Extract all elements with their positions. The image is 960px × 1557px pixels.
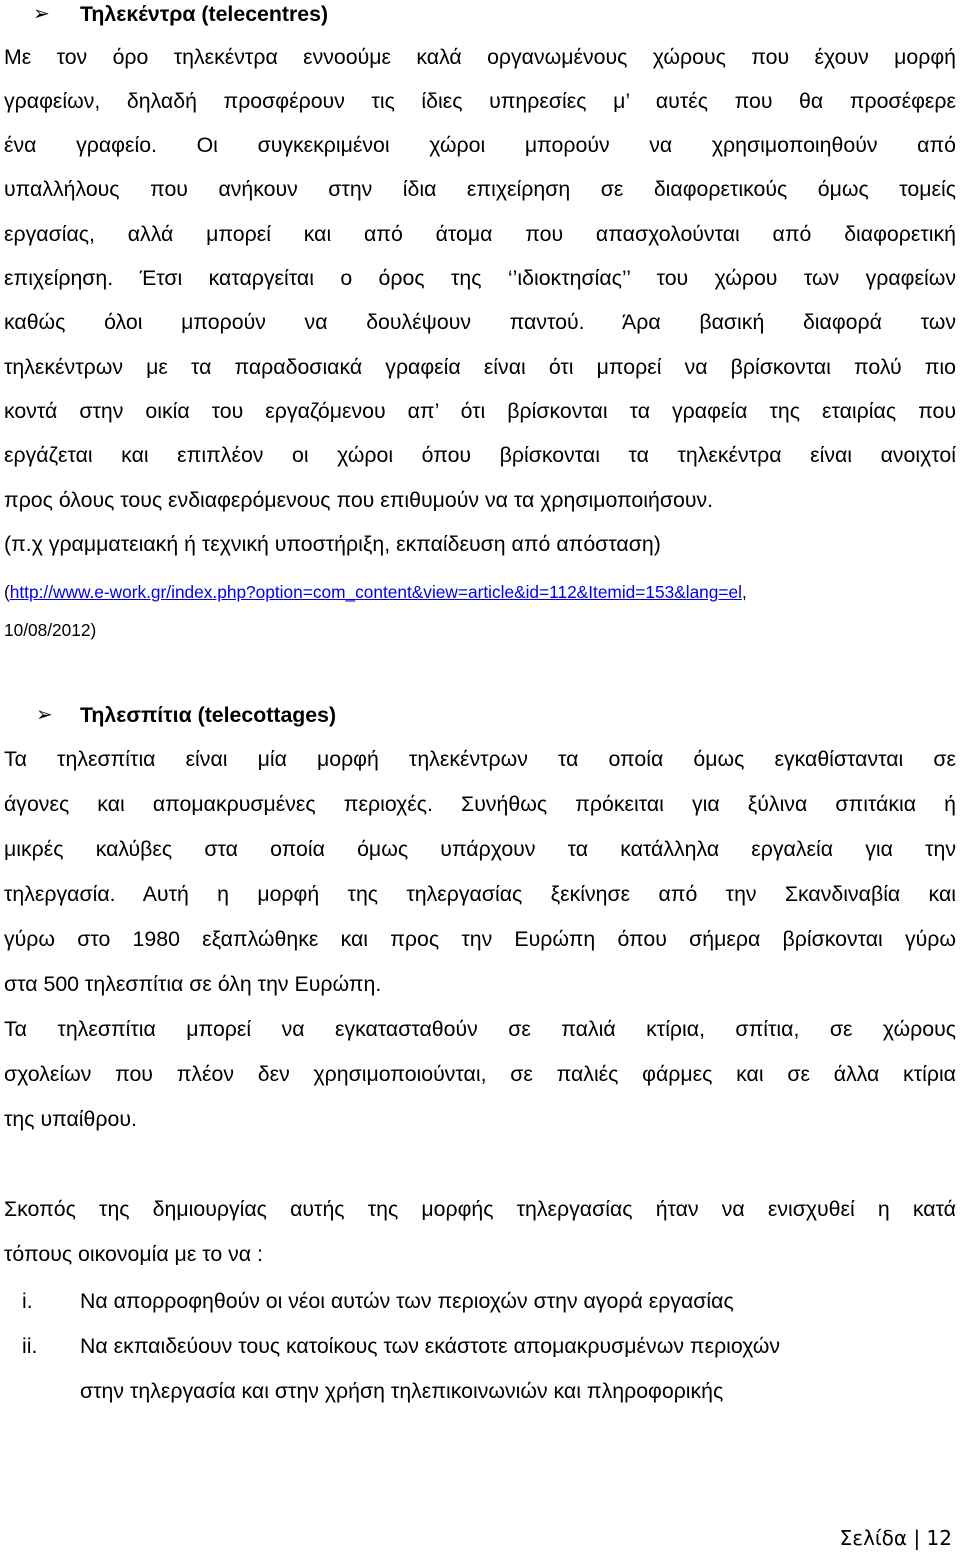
list-item-continuation: στην τηλεργασία και στην χρήση τηλεπικοινωνιών και πληροφορικής [80,1379,724,1403]
paragraph-line: της υπαίθρου. [4,1107,137,1131]
paragraph-line: Με τον όρο τηλεκέντρα εννοούμε καλά οργανωμένους χώρους που έχουν μορφή [4,45,956,69]
paragraph-line: υπαλλήλους που ανήκουν στην ίδια επιχείρηση σε διαφορετικούς όμως τομείς [4,177,956,201]
paragraph-line: καθώς όλοι μπορούν να δουλέψουν παντού. Άρα βασική διαφορά των [4,310,956,334]
paragraph-line: άγονες και απομακρυσμένες περιοχές. Συνήθως πρόκειται για ξύλινα σπιτάκια ή [4,792,956,816]
heading-telecentres: Τηλεκέντρα (telecentres) [80,2,329,26]
source-link[interactable]: http://www.e-work.gr/index.php?option=com_content&view=article&id=112&Itemid=153&lang=el [9,582,742,602]
paragraph-line: ένα γραφείο. Οι συγκεκριμένοι χώροι μπορούν να χρησιμοποιηθούν από [4,133,956,157]
paragraph-line: προς όλους τους ενδιαφερόμενους που επιθυμούν να τα χρησιμοποιήσουν. [4,488,714,512]
list-marker: ii. [22,1334,38,1358]
paragraph-line: τηλεκέντρων με τα παραδοσιακά γραφεία είναι ότι μπορεί να βρίσκονται πολύ πιο [4,355,956,379]
paragraph-line: (π.χ γραμματειακή ή τεχνική υποστήριξη, εκπαίδευση από απόσταση) [4,532,661,556]
paragraph-line: γραφείων, δηλαδή προσφέρουν τις ίδιες υπηρεσίες μ’ αυτές που θα προσέφερε [4,89,956,113]
list-item: Να εκπαιδεύουν τους κατοίκους των εκάστοτε απομακρυσμένων περιοχών [80,1334,781,1358]
paragraph-line: εργάζεται και επιπλέον οι χώροι όπου βρίσκονται τα τηλεκέντρα είναι ανοιχτοί [4,443,956,467]
paragraph-line: Τα τηλεσπίτια μπορεί να εγκατασταθούν σε παλιά κτίρια, σπίτια, σε χώρους [4,1017,956,1041]
paragraph-line: μικρές καλύβες στα οποία όμως υπάρχουν τα κατάλληλα εργαλεία για την [4,837,956,861]
paragraph-line: σχολείων που πλέον δεν χρησιμοποιούνται, σε παλιές φάρμες και σε άλλα κτίρια [4,1062,956,1086]
arrow-bullet-icon: ➢ [33,3,50,25]
paragraph-line: Σκοπός της δημιουργίας αυτής της μορφής τηλεργασίας ήταν να ενισχυθεί η κατά [4,1197,956,1221]
paragraph-line: εργασίας, αλλά μπορεί και από άτομα που απασχολούνται από διαφορετική [4,222,956,246]
list-item: Να απορροφηθούν οι νέοι αυτών των περιοχών στην αγορά εργασίας [80,1289,734,1313]
paragraph-line: γύρω στο 1980 εξαπλώθηκε και προς την Ευρώπη όπου σήμερα βρίσκονται γύρω [4,927,956,951]
heading-telecottages: Τηλεσπίτια (telecottages) [80,703,337,727]
page-number-footer: Σελίδα | 12 [839,1526,952,1550]
source-comma: , [741,582,747,602]
paragraph-line: επιχείρηση. Έτσι καταργείται ο όρος της ‘’ιδιοκτησίας’’ του χώρου των γραφείων [4,266,956,290]
paragraph-line: κοντά στην οικία του εργαζόμενου απ’ ότι βρίσκονται τα γραφεία της εταιρίας που [4,399,956,423]
source-date: 10/08/2012) [4,620,97,640]
arrow-bullet-icon: ➢ [36,704,53,726]
paragraph-line: τόπους οικονομία με το να : [4,1242,263,1266]
list-marker: i. [22,1289,33,1313]
paragraph-line: Τα τηλεσπίτια είναι μία μορφή τηλεκέντρων τα οποία όμως εγκαθίστανται σε [4,747,956,771]
paragraph-line: τηλεργασία. Αυτή η μορφή της τηλεργασίας ξεκίνησε από την Σκανδιναβία και [4,882,956,906]
paragraph-line: στα 500 τηλεσπίτια σε όλη την Ευρώπη. [4,972,382,996]
source-citation [4,578,956,606]
source-open-paren: ( [4,582,10,602]
